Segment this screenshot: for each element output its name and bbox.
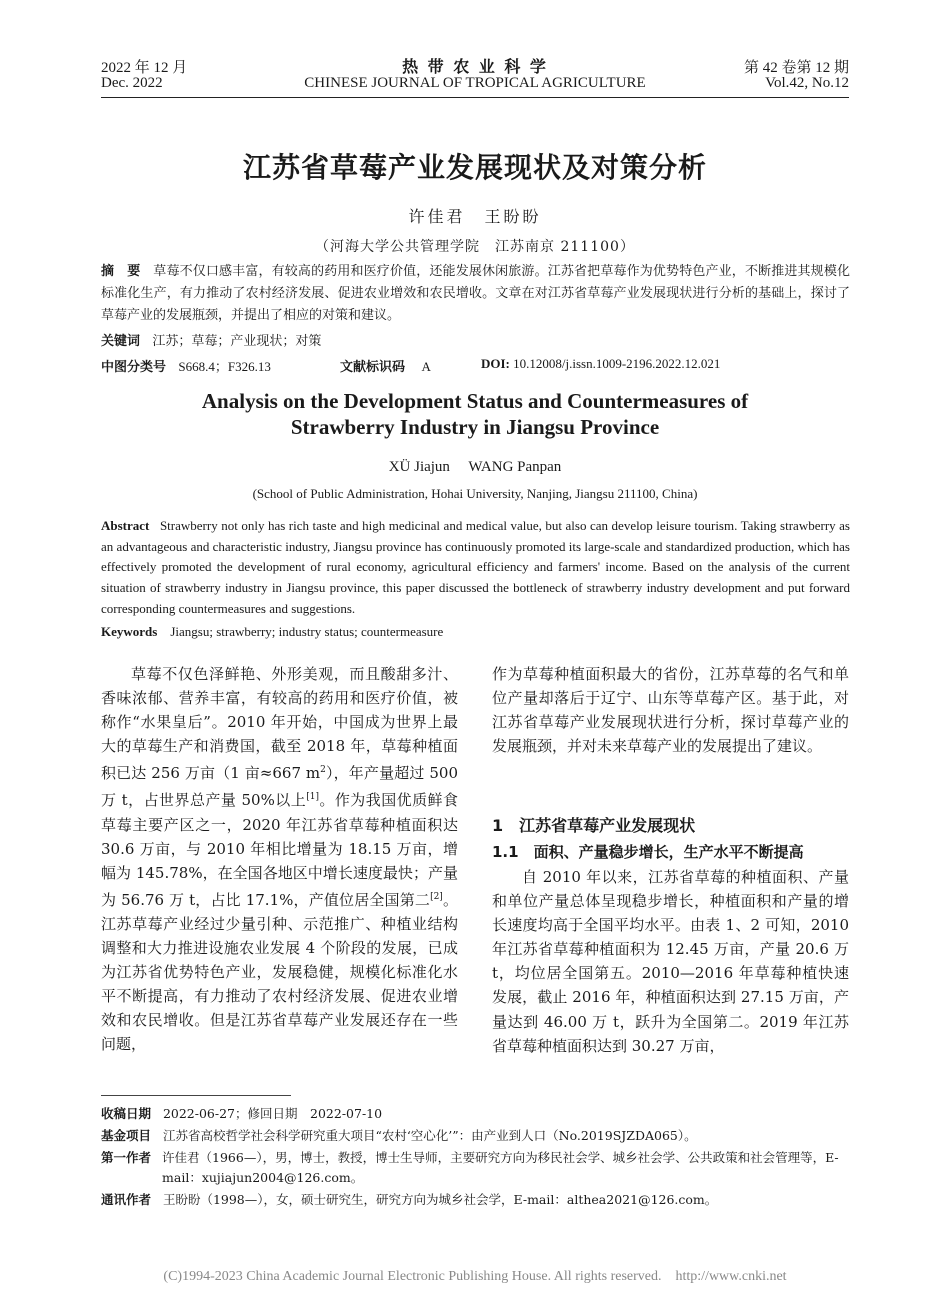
keywords-en-label: Keywords (101, 624, 158, 639)
header-volume-en: Vol.42, No.12 (765, 75, 849, 91)
clc-label: 中图分类号 (101, 360, 167, 375)
header-volume-cn: 第 42 卷第 12 期 (743, 60, 849, 76)
copyright-notice: (C)1994-2023 China Academic Journal Electronic Publishing House. All rights reserved. http://www.cnki.net (163, 1269, 787, 1284)
section-heading-1-1: 1.1 面积、产量稳步增长，生产水平不断提高 (492, 843, 804, 861)
body-text: 。作为我国优质鲜食草莓主要产区之一，2020 年江苏省草莓种植面积达 30.6 万亩，与 2010 年相比增量为 18.15 万亩，增幅为 145.78%，在全国各地区中增长速度最快；产量为 56.76 万 t，占比 17.1%，产值位居全国第二 (101, 791, 458, 909)
doi-label: DOI: (481, 356, 510, 371)
corr-label: 通讯作者 (101, 1192, 152, 1207)
header-journal-cn: 热 带 农 业 科 学 (402, 57, 548, 76)
body-text: 草莓不仅色泽鲜艳、外形美观，而且酸甜多汁、香味浓郁、营养丰富，有较高的药用和医疗价值，被称作“水果皇后”。2010 年开始，中国成为世界上最大的草莓生产和消费国，截至 2018 年，草莓种植面积已达 256 万亩（1 亩≈667 m (101, 665, 458, 783)
body-paragraph-1 (101, 662, 458, 1057)
doc-code (340, 356, 431, 375)
section-heading-1: 1 江苏省草莓产业发展现状 (492, 816, 696, 835)
keywords-cn-text: 江苏；草莓；产业现状；对策 (152, 334, 322, 349)
body-paragraph-cont: 作为草莓种植面积最大的省份，江苏草莓的名气和单位产量却落后于辽宁、山东等草莓产区。基于此，对江苏省草莓产业发展现状进行分析，探讨草莓产业的发展瓶颈，并对未来草莓产业的发展提出了建议。 (492, 665, 849, 756)
footnote-first-author (101, 1148, 850, 1188)
abstract-cn-text: 草莓不仅口感丰富，有较高的药用和医疗价值，还能发展休闲旅游。江苏省把草莓作为优势特色产业，不断推进其规模化标准化生产，有力推动了农村经济发展、促进农业增效和农民增收。文章在对江苏省草莓产业发展现状进行分析的基础上，探讨了草莓产业的发展瓶颈，并提出了相应的对策和建议。 (101, 264, 850, 323)
abstract-en-text: Strawberry not only has rich taste and high medicinal and medical value, but also can develop leisure tourism. Taking strawberry as an advantageous and characteristic industry, Jiangsu province has continuously promoted its large-scale and standardized production, which has effectively promoted the development of rural economy, agricultural efficiency and farmers' income. Based on the analysis of the current situation of strawberry industry in Jiangsu province, this paper discussed the bottleneck of strawberry industry development and put forward corresponding countermeasures and suggestions. (101, 518, 850, 616)
abstract-cn (101, 261, 850, 327)
clc-value: S668.4；F326.13 (178, 359, 271, 374)
authors-en: XÜ Jiajun WANG Panpan (388, 459, 562, 475)
abstract-cn-label: 摘 要 (101, 264, 141, 279)
footnote-corresponding (101, 1190, 850, 1210)
header-journal-en: CHINESE JOURNAL OF TROPICAL AGRICULTURE (304, 75, 646, 91)
body-right-column (492, 662, 849, 758)
first-author-label: 第一作者 (101, 1150, 152, 1165)
abstract-en (101, 516, 850, 620)
citation-ref: [1] (306, 792, 319, 803)
classification-row (101, 356, 271, 375)
fund-text: 江苏省高校哲学社会科学研究重大项目“农村‘空心化’”：由产业到人口（No.2019SJZDA065）。 (162, 1128, 697, 1143)
keywords-en-text: Jiangsu; strawberry; industry status; countermeasure (170, 624, 444, 639)
body-paragraph-2: 自 2010 年以来，江苏省草莓的种植面积、产量和单位产量总体呈现稳步增长，种植面积和产量的增长速度均高于全国平均水平。由表 1、2 可知，2010 年江苏省草莓种植面积为 12.45 万亩，产量 20.6 万 t，均位居全国第五。2010—2016 年草莓种植快速发展，截止 2016 年，种植面积达到 27.15 万亩，产量达到 46.00 万 t，跃升为全国第二。2019 年江苏省草莓种植面积达到 30.27 万亩， (492, 868, 849, 1055)
keywords-en (101, 624, 443, 640)
header-date-en: Dec. 2022 (101, 75, 163, 91)
first-author-text: 许佳君（1966—），男，博士，教授，博士生导师，主要研究方向为移民社会学、城乡社会学、公共政策和社会管理等，E-mail：xujiajun2004@126.com。 (162, 1150, 839, 1185)
body-text: ），年产量超过 500 万 t，占世界总产量 50%以上 (101, 764, 458, 810)
keywords-cn-label: 关键词 (101, 334, 141, 349)
header-date-cn: 2022 年 12 月 (101, 60, 188, 76)
doi (481, 356, 720, 372)
footnote-rule (101, 1095, 291, 1096)
doi-value: 10.12008/j.issn.1009-2196.2022.12.021 (513, 356, 721, 371)
abstract-en-label: Abstract (101, 518, 150, 533)
fund-label: 基金项目 (101, 1128, 152, 1143)
keywords-cn (101, 331, 850, 353)
header-rule (101, 97, 849, 98)
body-left-column (101, 662, 458, 1057)
body-right-column-2 (492, 865, 849, 1058)
received-label: 收稿日期 (101, 1106, 152, 1121)
page-title-cn: 江苏省草莓产业发展现状及对策分析 (242, 151, 707, 184)
body-text: 。江苏草莓产业经过少量引种、示范推广、种植业结构调整和大力推进设施农业发展 4 个阶段的发展，已成为江苏省优势特色产业，发展稳健，规模化标准化水平不断提高，有力推动了农村经济发展、促进农业增效和农民增收。但是江苏省草莓产业发展还存在一些问题， (101, 890, 458, 1054)
footnote-fund (101, 1126, 850, 1146)
doc-value: A (421, 359, 431, 374)
doc-label: 文献标识码 (340, 360, 406, 375)
superscript: 2 (320, 765, 326, 776)
corr-text: 王盼盼（1998—），女，硕士研究生，研究方向为城乡社会学，E-mail：althea2021@126.com。 (162, 1192, 718, 1207)
page-title-en-line1: Analysis on the Development Status and Countermeasures of (201, 389, 749, 413)
affiliation-cn: （河海大学公共管理学院 江苏南京 211100） (315, 239, 635, 255)
authors-cn: 许佳君 王盼盼 (408, 207, 542, 226)
citation-ref: [2] (430, 891, 443, 902)
affiliation-en: (School of Public Administration, Hohai University, Nanjing, Jiangsu 211100, China) (252, 486, 698, 501)
received-text: 2022-06-27；修回日期 2022-07-10 (162, 1106, 383, 1121)
footnote-received (101, 1104, 850, 1124)
page-title-en-line2: Strawberry Industry in Jiangsu Province (290, 415, 660, 439)
